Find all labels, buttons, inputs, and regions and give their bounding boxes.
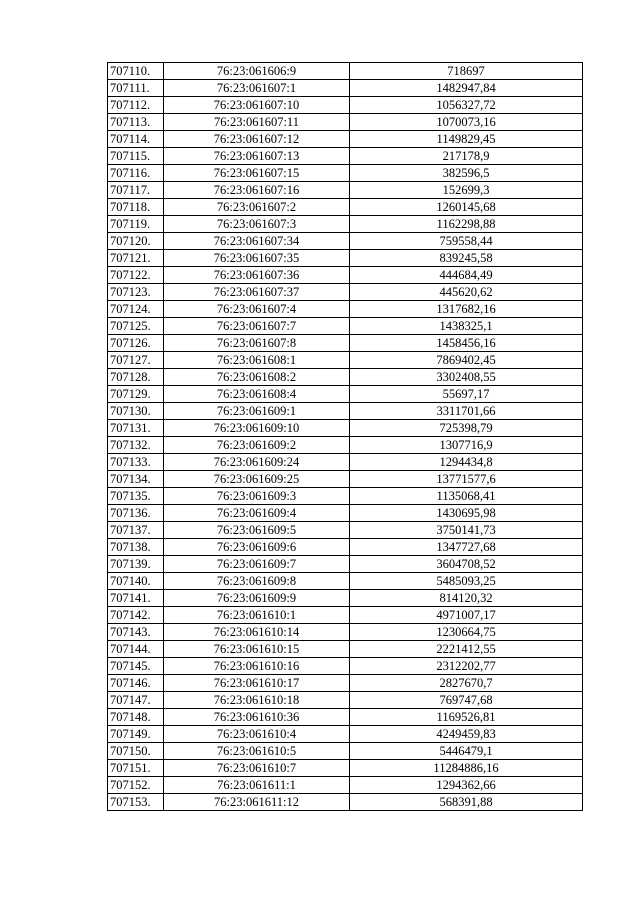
cadastral-number-cell: 76:23:061609:2 xyxy=(164,437,350,454)
row-number-cell: 707136. xyxy=(108,505,164,522)
cadastral-number-cell: 76:23:061610:17 xyxy=(164,675,350,692)
value-cell: 1294362,66 xyxy=(350,777,583,794)
table-row xyxy=(108,386,583,403)
row-number-cell: 707122. xyxy=(108,267,164,284)
value-cell: 1347727,68 xyxy=(350,539,583,556)
value-cell: 1458456,16 xyxy=(350,335,583,352)
table-row xyxy=(108,607,583,624)
value-cell: 7869402,45 xyxy=(350,352,583,369)
table-row xyxy=(108,199,583,216)
cadastral-number-cell: 76:23:061607:13 xyxy=(164,148,350,165)
cadastral-number-cell: 76:23:061607:37 xyxy=(164,284,350,301)
row-number-cell: 707112. xyxy=(108,97,164,114)
table-row xyxy=(108,760,583,777)
row-number-cell: 707141. xyxy=(108,590,164,607)
row-number-cell: 707119. xyxy=(108,216,164,233)
row-number-cell: 707115. xyxy=(108,148,164,165)
cadastral-number-cell: 76:23:061608:4 xyxy=(164,386,350,403)
row-number-cell: 707132. xyxy=(108,437,164,454)
row-number-cell: 707125. xyxy=(108,318,164,335)
cadastral-number-cell: 76:23:061607:3 xyxy=(164,216,350,233)
value-cell: 1317682,16 xyxy=(350,301,583,318)
cadastral-number-cell: 76:23:061610:18 xyxy=(164,692,350,709)
value-cell: 814120,32 xyxy=(350,590,583,607)
row-number-cell: 707121. xyxy=(108,250,164,267)
row-number-cell: 707145. xyxy=(108,658,164,675)
value-cell: 1230664,75 xyxy=(350,624,583,641)
cadastral-number-cell: 76:23:061607:1 xyxy=(164,80,350,97)
row-number-cell: 707126. xyxy=(108,335,164,352)
value-cell: 1294434,8 xyxy=(350,454,583,471)
table-row xyxy=(108,573,583,590)
row-number-cell: 707147. xyxy=(108,692,164,709)
table-row xyxy=(108,692,583,709)
row-number-cell: 707113. xyxy=(108,114,164,131)
cadastral-number-cell: 76:23:061608:2 xyxy=(164,369,350,386)
row-number-cell: 707138. xyxy=(108,539,164,556)
value-cell: 718697 xyxy=(350,63,583,80)
table-row xyxy=(108,250,583,267)
row-number-cell: 707118. xyxy=(108,199,164,216)
value-cell: 1307716,9 xyxy=(350,437,583,454)
cadastral-number-cell: 76:23:061607:7 xyxy=(164,318,350,335)
table-row xyxy=(108,743,583,760)
value-cell: 3311701,66 xyxy=(350,403,583,420)
value-cell: 1430695,98 xyxy=(350,505,583,522)
table-row xyxy=(108,454,583,471)
table-row xyxy=(108,63,583,80)
row-number-cell: 707120. xyxy=(108,233,164,250)
table-row xyxy=(108,505,583,522)
cadastral-number-cell: 76:23:061609:10 xyxy=(164,420,350,437)
value-cell: 1260145,68 xyxy=(350,199,583,216)
cadastral-number-cell: 76:23:061610:15 xyxy=(164,641,350,658)
cadastral-number-cell: 76:23:061609:8 xyxy=(164,573,350,590)
table-row xyxy=(108,539,583,556)
row-number-cell: 707134. xyxy=(108,471,164,488)
value-cell: 759558,44 xyxy=(350,233,583,250)
table-row xyxy=(108,301,583,318)
cadastral-number-cell: 76:23:061611:1 xyxy=(164,777,350,794)
value-cell: 55697,17 xyxy=(350,386,583,403)
row-number-cell: 707149. xyxy=(108,726,164,743)
table-row xyxy=(108,216,583,233)
row-number-cell: 707133. xyxy=(108,454,164,471)
table-row xyxy=(108,420,583,437)
row-number-cell: 707140. xyxy=(108,573,164,590)
value-cell: 13771577,6 xyxy=(350,471,583,488)
table-row xyxy=(108,165,583,182)
row-number-cell: 707148. xyxy=(108,709,164,726)
value-cell: 3604708,52 xyxy=(350,556,583,573)
cadastral-number-cell: 76:23:061609:9 xyxy=(164,590,350,607)
table-body xyxy=(108,63,583,811)
table-row xyxy=(108,590,583,607)
cadastral-number-cell: 76:23:061609:3 xyxy=(164,488,350,505)
cadastral-number-cell: 76:23:061610:14 xyxy=(164,624,350,641)
value-cell: 769747,68 xyxy=(350,692,583,709)
table-row xyxy=(108,369,583,386)
row-number-cell: 707123. xyxy=(108,284,164,301)
table-row xyxy=(108,318,583,335)
row-number-cell: 707142. xyxy=(108,607,164,624)
cadastral-number-cell: 76:23:061606:9 xyxy=(164,63,350,80)
row-number-cell: 707117. xyxy=(108,182,164,199)
row-number-cell: 707111. xyxy=(108,80,164,97)
cadastral-number-cell: 76:23:061609:7 xyxy=(164,556,350,573)
cadastral-number-cell: 76:23:061610:7 xyxy=(164,760,350,777)
table-row xyxy=(108,182,583,199)
row-number-cell: 707116. xyxy=(108,165,164,182)
table-row xyxy=(108,335,583,352)
cadastral-number-cell: 76:23:061609:25 xyxy=(164,471,350,488)
value-cell: 1169526,81 xyxy=(350,709,583,726)
row-number-cell: 707129. xyxy=(108,386,164,403)
cadastral-number-cell: 76:23:061610:1 xyxy=(164,607,350,624)
table-row xyxy=(108,131,583,148)
cadastral-number-cell: 76:23:061610:36 xyxy=(164,709,350,726)
value-cell: 1135068,41 xyxy=(350,488,583,505)
row-number-cell: 707124. xyxy=(108,301,164,318)
value-cell: 839245,58 xyxy=(350,250,583,267)
row-number-cell: 707114. xyxy=(108,131,164,148)
row-number-cell: 707127. xyxy=(108,352,164,369)
value-cell: 1070073,16 xyxy=(350,114,583,131)
value-cell: 1149829,45 xyxy=(350,131,583,148)
value-cell: 5485093,25 xyxy=(350,573,583,590)
row-number-cell: 707151. xyxy=(108,760,164,777)
row-number-cell: 707137. xyxy=(108,522,164,539)
cadastral-number-cell: 76:23:061609:6 xyxy=(164,539,350,556)
value-cell: 217178,9 xyxy=(350,148,583,165)
cadastral-number-cell: 76:23:061610:5 xyxy=(164,743,350,760)
row-number-cell: 707139. xyxy=(108,556,164,573)
table-row xyxy=(108,267,583,284)
table-row xyxy=(108,471,583,488)
table-row xyxy=(108,624,583,641)
row-number-cell: 707143. xyxy=(108,624,164,641)
value-cell: 445620,62 xyxy=(350,284,583,301)
row-number-cell: 707150. xyxy=(108,743,164,760)
cadastral-number-cell: 76:23:061607:8 xyxy=(164,335,350,352)
value-cell: 152699,3 xyxy=(350,182,583,199)
table-row xyxy=(108,437,583,454)
table-row xyxy=(108,658,583,675)
cadastral-number-cell: 76:23:061607:12 xyxy=(164,131,350,148)
table-row xyxy=(108,556,583,573)
cadastral-number-cell: 76:23:061609:24 xyxy=(164,454,350,471)
table-row xyxy=(108,80,583,97)
table-row xyxy=(108,352,583,369)
cadastral-number-cell: 76:23:061607:2 xyxy=(164,199,350,216)
value-cell: 2221412,55 xyxy=(350,641,583,658)
value-cell: 382596,5 xyxy=(350,165,583,182)
cadastral-number-cell: 76:23:061607:36 xyxy=(164,267,350,284)
cadastral-number-cell: 76:23:061608:1 xyxy=(164,352,350,369)
value-cell: 1438325,1 xyxy=(350,318,583,335)
value-cell: 1056327,72 xyxy=(350,97,583,114)
table-row xyxy=(108,148,583,165)
table-row xyxy=(108,97,583,114)
cadastral-number-cell: 76:23:061607:4 xyxy=(164,301,350,318)
value-cell: 3750141,73 xyxy=(350,522,583,539)
row-number-cell: 707110. xyxy=(108,63,164,80)
table-row xyxy=(108,726,583,743)
cadastral-number-cell: 76:23:061610:16 xyxy=(164,658,350,675)
row-number-cell: 707131. xyxy=(108,420,164,437)
table-row xyxy=(108,675,583,692)
cadastral-number-cell: 76:23:061607:34 xyxy=(164,233,350,250)
value-cell: 1482947,84 xyxy=(350,80,583,97)
value-cell: 3302408,55 xyxy=(350,369,583,386)
cadastral-number-cell: 76:23:061611:12 xyxy=(164,794,350,811)
table-row xyxy=(108,403,583,420)
value-cell: 4249459,83 xyxy=(350,726,583,743)
cadastral-number-cell: 76:23:061609:5 xyxy=(164,522,350,539)
row-number-cell: 707135. xyxy=(108,488,164,505)
cadastral-number-cell: 76:23:061610:4 xyxy=(164,726,350,743)
table-row xyxy=(108,114,583,131)
value-cell: 1162298,88 xyxy=(350,216,583,233)
row-number-cell: 707152. xyxy=(108,777,164,794)
row-number-cell: 707146. xyxy=(108,675,164,692)
row-number-cell: 707144. xyxy=(108,641,164,658)
table-row xyxy=(108,233,583,250)
value-cell: 2827670,7 xyxy=(350,675,583,692)
value-cell: 444684,49 xyxy=(350,267,583,284)
cadastral-number-cell: 76:23:061607:10 xyxy=(164,97,350,114)
table-row xyxy=(108,777,583,794)
table-row xyxy=(108,522,583,539)
cadastral-value-table xyxy=(107,62,583,811)
value-cell: 568391,88 xyxy=(350,794,583,811)
table-row xyxy=(108,641,583,658)
value-cell: 5446479,1 xyxy=(350,743,583,760)
cadastral-number-cell: 76:23:061607:15 xyxy=(164,165,350,182)
cadastral-number-cell: 76:23:061607:11 xyxy=(164,114,350,131)
value-cell: 11284886,16 xyxy=(350,760,583,777)
row-number-cell: 707153. xyxy=(108,794,164,811)
table-row xyxy=(108,709,583,726)
row-number-cell: 707128. xyxy=(108,369,164,386)
table-row xyxy=(108,488,583,505)
value-cell: 4971007,17 xyxy=(350,607,583,624)
cadastral-number-cell: 76:23:061609:1 xyxy=(164,403,350,420)
table-row xyxy=(108,284,583,301)
cadastral-number-cell: 76:23:061607:35 xyxy=(164,250,350,267)
table-row xyxy=(108,794,583,811)
value-cell: 2312202,77 xyxy=(350,658,583,675)
cadastral-number-cell: 76:23:061609:4 xyxy=(164,505,350,522)
value-cell: 725398,79 xyxy=(350,420,583,437)
row-number-cell: 707130. xyxy=(108,403,164,420)
cadastral-number-cell: 76:23:061607:16 xyxy=(164,182,350,199)
